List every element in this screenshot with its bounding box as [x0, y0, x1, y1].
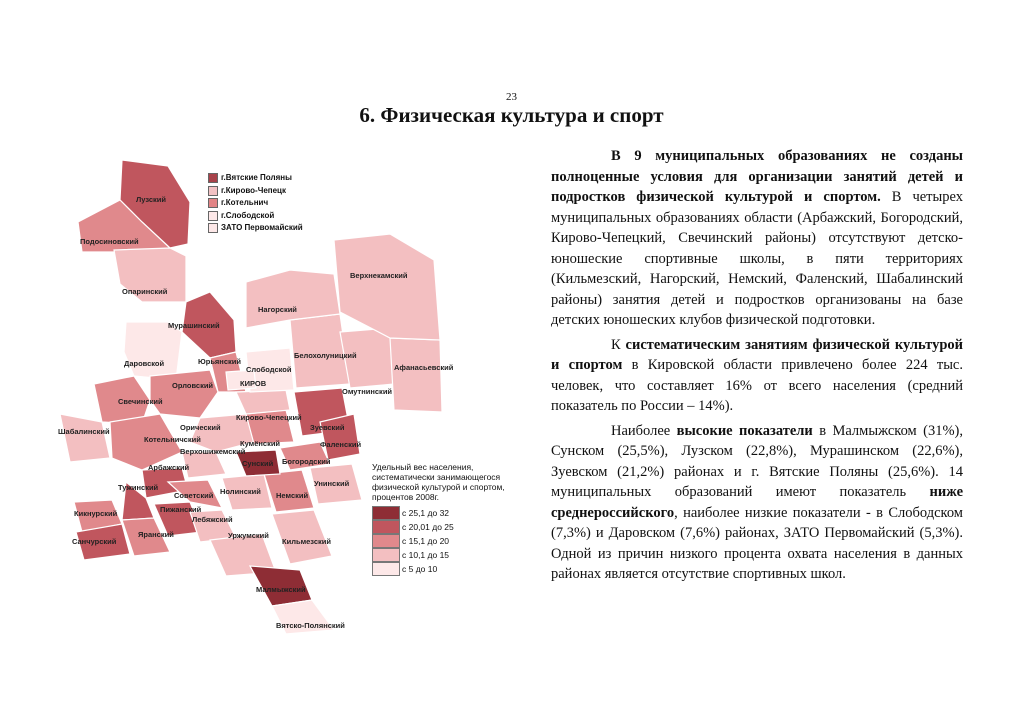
legend-swatch	[208, 198, 218, 208]
region-label: Даровской	[124, 359, 165, 368]
region-label: КИРОВ	[240, 379, 267, 388]
text-span: высокие показатели	[676, 422, 813, 439]
legend-swatch	[372, 562, 400, 576]
region-label: Тужинский	[118, 483, 159, 492]
region-label: Советский	[174, 491, 214, 500]
region-label: Орический	[180, 423, 221, 432]
legend-swatch	[208, 186, 218, 196]
legend-label: с 20,01 до 25	[402, 522, 454, 532]
region-label: Вятско-Полянский	[276, 621, 345, 630]
percent-legend-item	[372, 506, 507, 520]
region-label: Кумёнский	[240, 439, 281, 448]
legend-label: с 5 до 10	[402, 564, 438, 574]
legend-swatch	[208, 223, 218, 233]
region-label: Нолинский	[220, 487, 261, 496]
legend-swatch	[372, 534, 400, 548]
percent-legend-title: Удельный вес населения, систематически занимающегося физической культурой и спортом, процентов 2008г.	[372, 462, 505, 502]
body-text	[551, 146, 963, 589]
legend-label: с 10,1 до 15	[402, 550, 450, 560]
region-label: Подосиновский	[80, 237, 139, 246]
region-label: Немский	[276, 491, 309, 500]
region-label: Кирово-Чепецкий	[236, 413, 302, 422]
percent-legend-item	[372, 548, 507, 562]
page-title: 6. Физическая культура и спорт	[359, 103, 664, 127]
region-label: Верхошижемский	[180, 447, 246, 456]
legend-swatch	[208, 173, 218, 183]
region-label: Уржумский	[228, 531, 269, 540]
region-label: Пижанский	[160, 505, 202, 514]
region-label: Арбажский	[148, 463, 190, 472]
text-span: Наиболее	[611, 422, 677, 439]
region-label: Малмыжский	[256, 585, 306, 594]
region-label: Сунский	[242, 459, 274, 468]
city-legend-item	[208, 172, 303, 185]
region-kirovo-chepetsky	[236, 390, 290, 414]
region-label: Свечинский	[118, 397, 163, 406]
region-label: Слободской	[246, 365, 292, 374]
city-legend	[208, 172, 303, 235]
text-span: ниже среднероссийского	[551, 484, 963, 521]
paragraph	[551, 421, 963, 585]
region-label: Орловский	[172, 381, 214, 390]
region-darovskoy	[124, 322, 182, 380]
legend-swatch	[208, 211, 218, 221]
kirov-oblast-map	[50, 152, 515, 642]
region-label: Шабалинский	[58, 427, 110, 436]
region-label: Лузский	[136, 195, 167, 204]
legend-label: г.Котельнич	[221, 198, 269, 207]
legend-swatch	[372, 506, 400, 520]
percent-legend-item	[372, 520, 507, 534]
region-label: Белохолуницкий	[294, 351, 357, 360]
legend-label: с 25,1 до 32	[402, 508, 450, 518]
city-legend-item	[208, 222, 303, 235]
region-label: Мурашинский	[168, 321, 220, 330]
region-label: Богородский	[282, 457, 331, 466]
text-span: , наиболее низкие показатели - в Слободском (7,3%) и Даровском (7,6%) районах, ЗАТО Первомайский (5,3%). Одной из причин низкого процента охвата населения в данных районах является отсутствие спортивных школ.	[551, 504, 963, 582]
legend-label: г.Кирово-Чепецк	[221, 185, 286, 195]
region-label: Лебяжский	[192, 515, 233, 524]
text-span: в Малмыжском (31%), Сунском (25,5%), Лузском (22,8%), Мурашинском (22,6%), Зуевском (21,2%) районах и г. Вятские Поляны (25,6%). 14 муниципальных образований имеют показатель	[551, 422, 963, 500]
region-verkhnekamsky	[334, 234, 440, 340]
paragraph	[551, 335, 963, 417]
percent-legend	[372, 462, 507, 576]
percent-legend-item	[372, 534, 507, 548]
region-label: Юрьянский	[198, 357, 241, 366]
text-span: систематическим занятиям физической культурой и спортом	[551, 336, 963, 373]
city-legend-item	[208, 210, 303, 223]
text-span: К	[611, 336, 626, 353]
region-label: Кильмезский	[282, 537, 331, 546]
region-label: Омутнинский	[342, 387, 393, 396]
region-label: Опаринский	[122, 287, 168, 296]
region-label: Кикнурский	[74, 509, 118, 518]
region-afanasyevsky	[390, 338, 442, 412]
city-legend-item	[208, 185, 303, 198]
text-span: В 9 муниципальных образованиях не созданы полноценные условия для организации занятий детей и подростков физической культурой и спортом.	[551, 148, 963, 205]
city-legend-item	[208, 197, 303, 210]
legend-label: с 15,1 до 20	[402, 536, 450, 546]
text-span: В четырех муниципальных образованиях области (Арбажский, Богородский, Кирово-Чепецкий, Свечинский районы) отсутствуют детско-юношеские спортивные школы, в пяти территориях (Кильмезский, Нагорский, Немский, Фаленский, Шабалинский районы) занятия детей и подростков организованы на базе детских юношеских клубов физической подготовки.	[551, 189, 963, 328]
region-orlovsky	[150, 370, 218, 418]
region-falensky	[320, 414, 360, 460]
region-label: Афанасьевский	[394, 363, 454, 372]
paragraph	[551, 146, 963, 331]
text-span: в Кировской области привлечено более 224 тыс. человек, что составляет 16% от всего населения (средний показатель по России – 14%).	[551, 357, 963, 414]
legend-swatch	[372, 520, 400, 534]
region-label: Фаленский	[320, 440, 362, 449]
region-label: Зуевский	[310, 423, 345, 432]
region-label: Санчурский	[72, 537, 117, 546]
legend-swatch	[372, 548, 400, 562]
percent-legend-item	[372, 562, 507, 576]
legend-label: ЗАТО Первомайский	[221, 223, 303, 232]
region-label: Унинский	[314, 479, 350, 488]
page-number: 23	[506, 91, 517, 103]
region-label: Нагорский	[258, 305, 297, 314]
region-label: Котельничский	[144, 435, 201, 444]
region-label: Яранский	[138, 530, 174, 539]
region-label: Верхнекамский	[350, 271, 408, 280]
legend-label: г.Вятские Поляны	[221, 173, 292, 182]
legend-label: г.Слободской	[221, 210, 275, 220]
